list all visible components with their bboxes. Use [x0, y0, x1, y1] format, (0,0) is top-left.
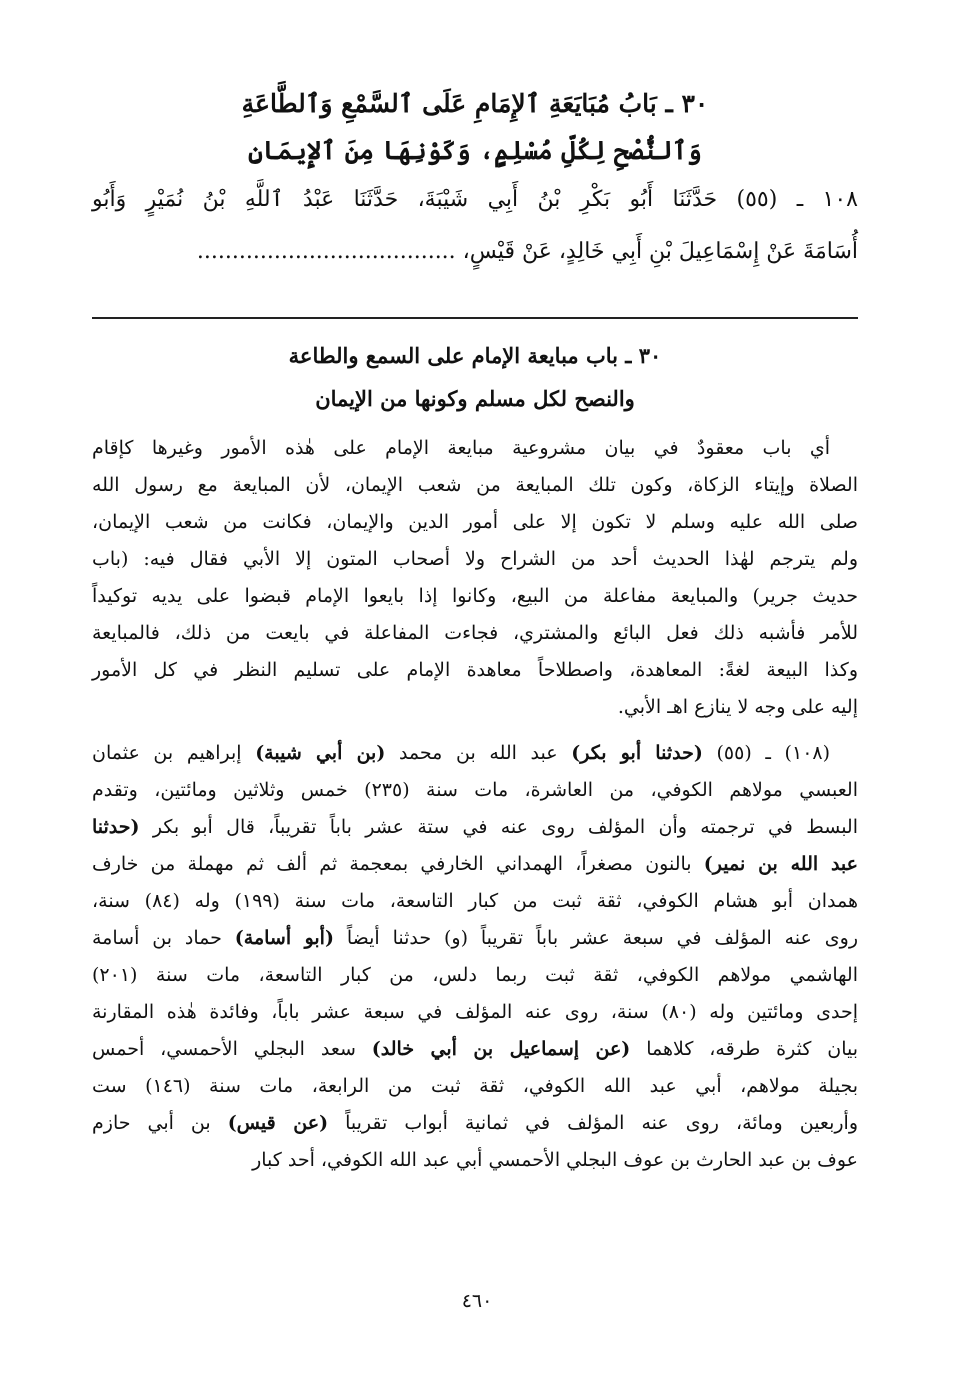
text-segment: عبد الله بن محمد [385, 742, 572, 764]
text-line [92, 994, 858, 1031]
text-segment: روى عنه المؤلف في سبعة عشر باباً تقريباً (و) حدثنا أيضاً [333, 927, 858, 949]
ellipsis: ..................................... [196, 239, 456, 264]
text-line [92, 1105, 858, 1142]
bold-citation: (أبو أسامة) [234, 927, 334, 949]
bold-citation: (عن قيس) [227, 1112, 329, 1134]
paragraph-2 [92, 735, 858, 1179]
paragraph-1 [92, 430, 858, 726]
separator-rule [92, 317, 858, 319]
text-line [92, 883, 858, 920]
page-number: ٤٦٠ [461, 1290, 493, 1312]
text-line [92, 957, 858, 994]
chapter-heading-line: وَٱلنُّصْحِ لِكُلِّ مُسْلِمٍ، وَكَوْنِهَا مِنَ ٱلإِيمَانِ [248, 136, 702, 165]
text-segment: وكذا البيعة لغةً: المعاهدة، واصطلاحاً معاهدة الإمام على تسليم النظر في كل الأمور [92, 659, 858, 681]
text-line [92, 1068, 858, 1105]
text-line [92, 541, 858, 578]
chapter-heading-line: ٣٠ ـ بَابُ مُبَايَعَةِ ٱلإِمَامِ عَلَى ٱلسَّمْعِ وَٱلطَّاعَةِ [241, 89, 709, 118]
text-line [92, 430, 858, 467]
text-segment: إبراهيم بن عثمان [92, 742, 256, 764]
text-line [92, 920, 858, 957]
text-line [92, 615, 858, 652]
matn-section [92, 80, 858, 278]
text-segment: همدان أبو هشام الكوفي، ثقة ثبت من كبار التاسعة، مات سنة (١٩٩) وله (٨٤) سنة، [92, 890, 858, 912]
text-segment: الصلاة وإيتاء الزكاة، وكون تلك المبايعة من شعب الإيمان، لأن المبايعة مع رسول الله [92, 474, 859, 496]
text-line [92, 467, 858, 504]
text-segment: بالنون مصغراً، الهمداني الخارفي بمعجمة ثم ألف ثم مهملة من خارف [92, 853, 704, 875]
text-segment: سعد البجلي الأحمسي، أحمس [92, 1038, 372, 1060]
text-segment: صلى الله عليه وسلم لا تكون إلا على أمور الدين والإيمان، فكانت من شعب الإيمان، [92, 511, 858, 533]
text-segment: الهاشمي مولاهم الكوفي، ثقة ثبت ربما دلس، من كبار التاسعة، مات سنة (٢٠١) [92, 964, 858, 986]
text-segment: حديث جرير) والمبايعة مفاعلة من البيع، وكانوا إذا بايعوا الإمام قبضوا على يديه توكيداً [92, 585, 858, 607]
text-line [92, 735, 858, 772]
text-line [92, 1031, 858, 1068]
commentary-heading-line: ٣٠ ـ باب مبايعة الإمام على السمع والطاعة [288, 343, 662, 368]
text-segment: ولم يترجم لهٰذا الحديث أحد من الشراح ولا أصحاب المتون إلا الأبي فقال فيه: (باب [92, 548, 858, 570]
text-segment: بجيلة مولاهم، أبي عبد الله الكوفي، ثقة ثبت من الرابعة، مات سنة (١٤٦) ست [92, 1075, 859, 1097]
text-segment: للأمر فأشبه ذلك فعل البائع والمشتري، فجاءت المفاعلة في بايعت من ذلك، فالمبايعة [92, 622, 858, 644]
commentary-heading-line: والنصح لكل مسلم وكونها من الإيمان [315, 386, 635, 411]
text-line [92, 809, 858, 846]
text-line [92, 652, 858, 689]
text-line [92, 578, 858, 615]
text-segment: بيان كثرة طرقه، كلاهما [630, 1038, 859, 1060]
text-line [92, 689, 858, 726]
bold-citation: (بن أبي شيبة) [255, 742, 386, 764]
text-segment: وأربعين ومائة، روى عنه المؤلف في ثمانية أبواب تقريباً [328, 1112, 859, 1134]
text-segment: أي باب معقودٌ في بيان مشروعية مبايعة الإمام على هٰذه الأمور وغيرها كإقام [92, 437, 830, 459]
hadith-line: ١٠٨ ـ (٥٥) حَدَّثَنَا أَبُو بَكْرِ بْنُ أَبِي شَيْبَةَ، حَدَّثَنَا عَبْدُ ٱللَّهِ بْنُ نُمَيْرٍ وَأَبُو [92, 187, 858, 212]
text-line [92, 1142, 858, 1179]
text-segment: البسط في ترجمته وأن المؤلف روى عنه في ستة عشر باباً تقريباً، قال أبو بكر [139, 816, 858, 838]
commentary-section [92, 334, 858, 1179]
bold-citation: (عن إسماعيل بن أبي خالد) [371, 1038, 631, 1060]
text-line [92, 772, 858, 809]
text-line [92, 846, 858, 883]
bold-citation: (حدثنا [92, 816, 140, 838]
text-line [92, 504, 858, 541]
text-segment: العبسي مولاهم الكوفي، من العاشرة، مات سنة (٢٣٥) خمس وثلاثين ومائتين، وتقدم [92, 779, 858, 801]
text-segment: حماد بن أسامة [92, 927, 235, 949]
text-segment: إحدى ومائتين وله (٨٠) سنة، روى عنه المؤلف في سبعة عشر باباً، وفائدة هٰذه المقارنة [92, 1001, 858, 1023]
text-segment: (١٠٨) ـ (٥٥) [702, 742, 831, 764]
bold-citation: (حدثنا أبو بكر) [571, 742, 703, 764]
hadith-line [92, 226, 858, 278]
bold-citation: عبد الله بن نمير) [703, 853, 858, 875]
text-segment: إليه على وجه لا ينازع اهـ الأبي. [617, 696, 858, 718]
text-segment: عوف بن عبد الحارث بن عوف البجلي الأحمسي أبي عبد الله الكوفي، أحد كبار [252, 1149, 858, 1171]
text-segment: بن أبي حازم [92, 1112, 228, 1134]
hadith-text: أُسَامَةَ عَنْ إِسْمَاعِيلَ بْنِ أَبِي خَالِدٍ، عَنْ قَيْسٍ، [462, 239, 858, 264]
